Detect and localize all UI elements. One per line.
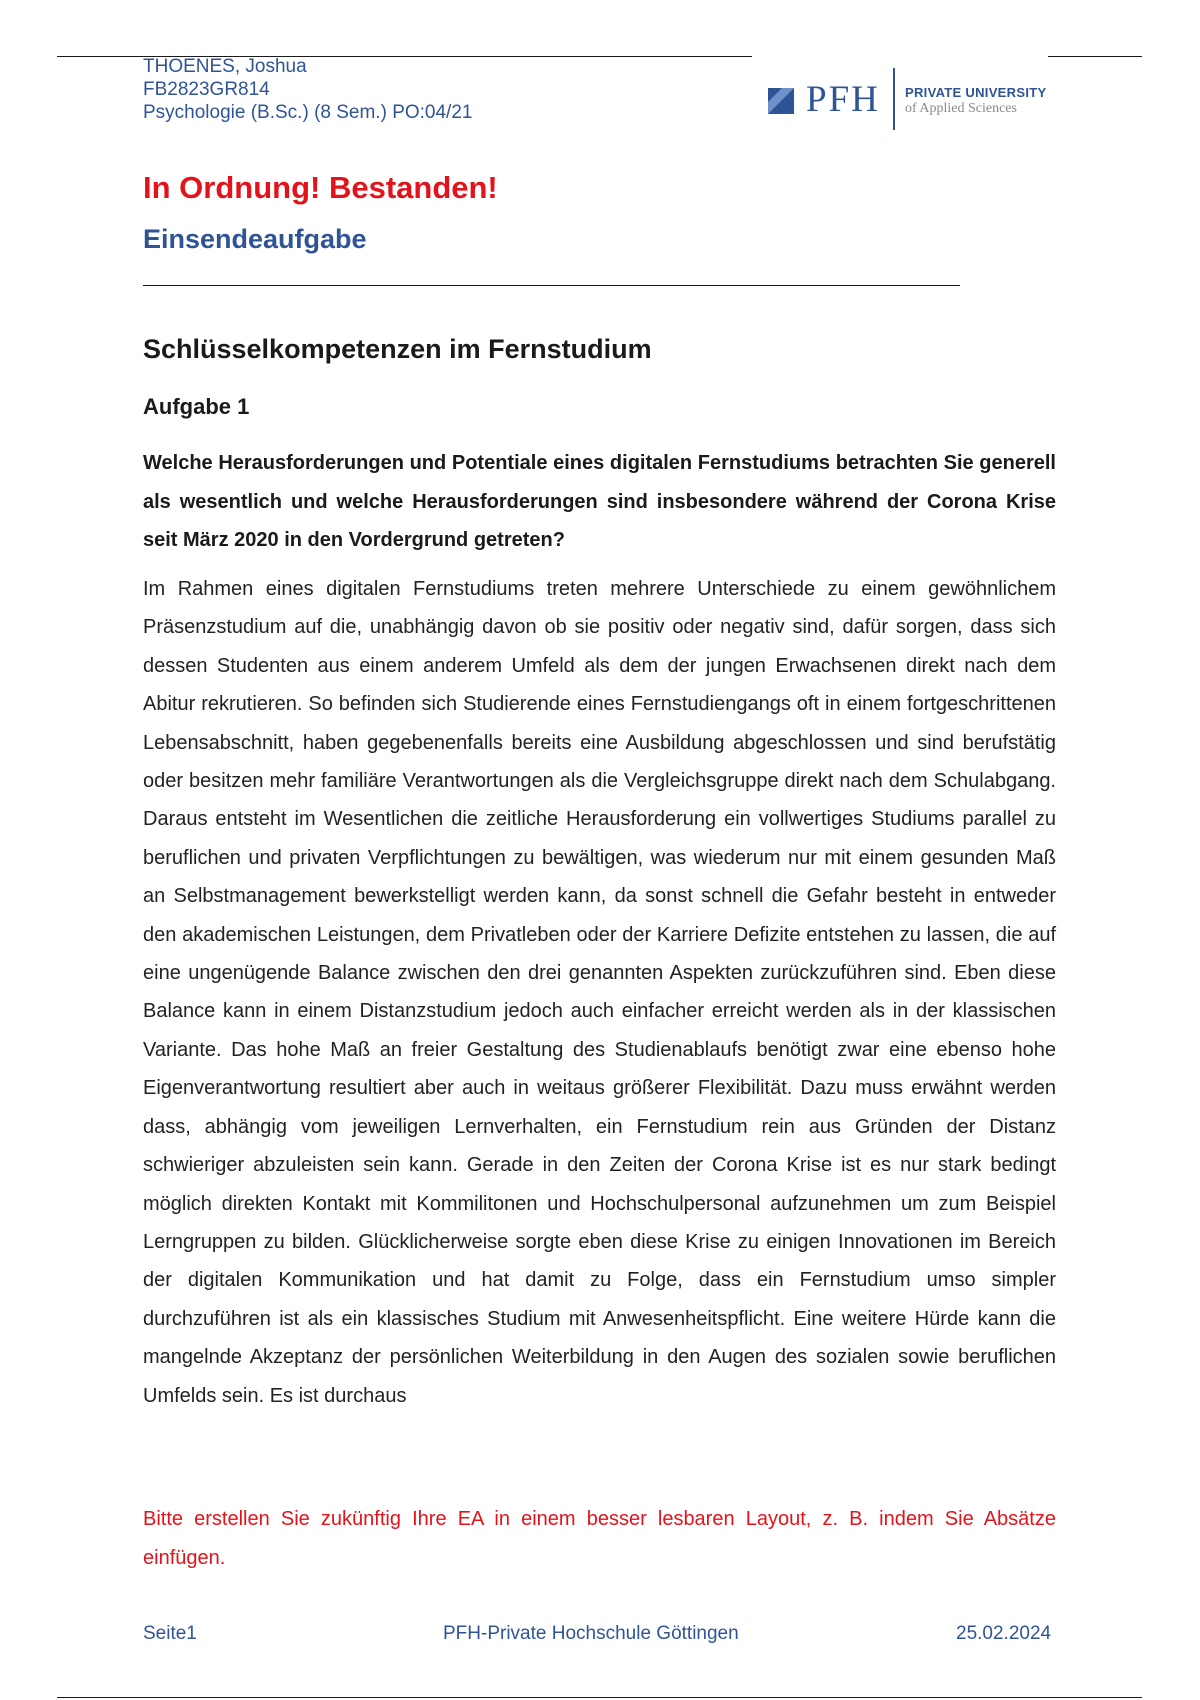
footer-institution: PFH-Private Hochschule Göttingen <box>443 1623 739 1644</box>
student-id: FB2823GR814 <box>143 79 270 100</box>
grading-status: In Ordnung! Bestanden! <box>143 170 498 205</box>
document-title: Schlüsselkompetenzen im Fernstudium <box>143 334 652 364</box>
footer-date: 25.02.2024 <box>956 1623 1052 1644</box>
task-answer: Im Rahmen eines digitalen Fernstudiums treten mehrere Unterschiede zu einem gewöhnlichem Präsenzstudium auf die, unabhängig davon ob sie positiv oder negativ sind, dafür sorgen, dass sich dessen Studenten aus einem anderem Umfeld als dem der jungen Erwachsenen direkt nach dem Abitur rekrutieren. So befinden sich Studierende eines Fernstudiengangs oft in einem fortgeschrittenen Lebensabschnitt, haben gegebenenfalls bereits eine Ausbildung abgeschlossen und sind berufstätig oder besitzen mehr familiäre Verantwortungen als die Vergleichsgruppe direkt nach dem Schulabgang. Daraus entsteht im Wesentlichen die zeitliche Herausforderung ein vollwertiges Studiums parallel zu beruflichen und privaten Verpflichtungen zu bewältigen, was wiederum nur mit einem gesunden Maß an Selbstmanagement bewerkstelligt werden kann, da sonst schnell die Gefahr besteht in entweder den akademischen Leistungen, dem Privatleben oder der Karriere Defizite entstehen zu lassen, die auf eine ungenügende Balance zwischen den drei genannten Aspekten zurückzuführen sind. Eben diese Balance kann in einem Distanzstudium jedoch auch einfacher erreicht werden als in der klassischen Variante. Das hohe Maß an freier Gestaltung des Studienablaufs benötigt zwar eine ebenso hohe Eigenverantwortung resultiert aber auch in weitaus größerer Flexibilität. Dazu muss erwähnt werden dass, abhängig vom jeweiligen Lernverhalten, ein Fernstudium rein aus Gründen der Distanz schwieriger abzuleisten sein kann. Gerade in den Zeiten der Corona Krise ist es nur stark bedingt möglich direkten Kontakt mit Kommilitonen und Hochschulpersonal aufzunehmen um zum Beispiel Lerngruppen zu bilden. Glücklicherweise sorgte eben diese Krise zu einigen Innovationen im Bereich der digitalen Kommunikation und hat damit zu Folge, dass ein Fernstudium umso simpler durchzuführen ist als ein klassisches Studium mit Anwesenheitspflicht. Eine weitere Hürde kann die mangelnde Akzeptanz der persönlichen Weiterbildung in den Augen des sozialen sowie beruflichen Umfelds sein. Es ist durchaus <box>143 578 1056 1407</box>
logo-wordmark: PFH <box>806 79 880 120</box>
pfh-logo <box>768 68 1047 132</box>
task-heading: Aufgabe 1 <box>143 394 250 419</box>
document-type: Einsendeaufgabe <box>143 224 367 254</box>
task-question: Welche Herausforderungen und Potentiale eines digitalen Fernstudiums betrachten Sie generell als wesentlich und welche Herausforderungen sind insbesondere während der Corona Krise seit März 2020 in den Vordergrund getreten? <box>143 452 1056 551</box>
page-number: Seite1 <box>143 1623 197 1644</box>
student-name: THOENES, Joshua <box>143 56 307 77</box>
title-divider <box>143 285 960 286</box>
pfh-logo-icon <box>768 88 794 114</box>
logo-tagline-2: of Applied Sciences <box>905 101 1017 116</box>
student-header <box>143 55 472 124</box>
grader-feedback: Bitte erstellen Sie zukünftig Ihre EA in einem besser lesbaren Layout, z. B. indem Sie Absätze einfügen. <box>143 1508 1056 1569</box>
study-program: Psychologie (B.Sc.) (8 Sem.) PO:04/21 <box>143 102 473 123</box>
logo-divider <box>893 68 895 130</box>
footer-rule <box>57 1697 1142 1698</box>
header-rule-right <box>1048 56 1142 57</box>
logo-tagline-1: PRIVATE UNIVERSITY <box>905 85 1047 100</box>
